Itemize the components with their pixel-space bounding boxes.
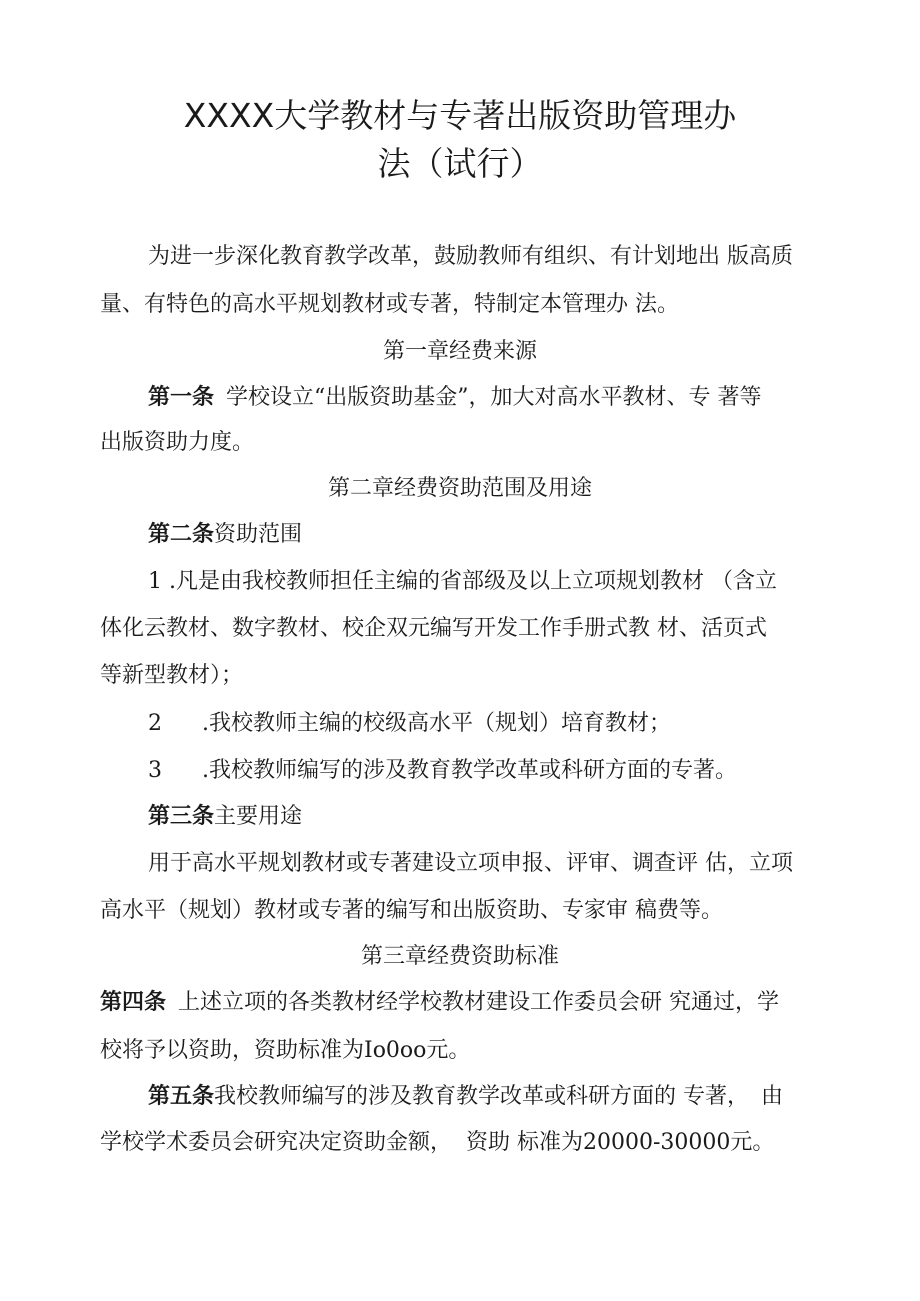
chapter-2-heading: 第二章经费资助范围及用途	[327, 476, 592, 501]
item-1-line-2: 体化云教材、数字教材、校企双元编写开发工作手册式教 材、活页式	[100, 616, 767, 641]
document-title-line-1: XXXX大学教材与专著出版资助管理办	[183, 96, 737, 135]
article-5-text: 我校教师编写的涉及教育教学改革或科研方面的 专著，	[214, 1084, 750, 1109]
article-4-label: 第四条	[100, 990, 167, 1015]
article-1-line-2: 出版资助力度。	[100, 430, 255, 455]
item-3	[148, 756, 737, 786]
article-1-text: 学校设立“出版资助基金”，加大对高水平教材、专 著等	[226, 385, 762, 410]
intro-line-1: 为进一步深化教育教学改革，鼓励教师有组织、有计划地出 版高质	[148, 244, 793, 269]
article-5-line-1	[148, 1082, 783, 1112]
article-5-line-2-text: 学校学术委员会研究决定资助金额，	[100, 1130, 453, 1155]
article-3-line-2: 高水平（规划）教材或专著的编写和出版资助、专家审 稿费等。	[100, 898, 723, 923]
chapter-3-heading: 第三章经费资助标准	[360, 944, 559, 969]
article-1-label: 第一条	[148, 385, 215, 410]
item-3-number: 3	[148, 758, 162, 783]
article-4-line-1	[100, 988, 779, 1018]
article-4-line-2: 校将予以资助，资助标准为Io0oo元。	[100, 1038, 471, 1063]
intro-line-2: 量、有特色的高水平规划教材或专著，特制定本管理办 法。	[100, 292, 679, 317]
article-3-title: 主要用途	[214, 804, 303, 829]
item-2	[148, 709, 671, 739]
article-1-line-1	[148, 383, 762, 413]
article-3-line-1: 用于高水平规划教材或专著建设立项申报、评审、调查评 估，立项	[148, 851, 793, 876]
article-2-title: 资助范围	[214, 522, 303, 547]
article-3-label: 第三条	[148, 804, 215, 829]
item-2-text: .我校教师主编的校级高水平（规划）培育教材；	[202, 711, 671, 736]
article-2-label: 第二条	[148, 522, 215, 547]
item-3-text: .我校教师编写的涉及教育教学改革或科研方面的专著。	[202, 758, 737, 783]
article-3-heading	[148, 802, 302, 832]
article-5-text-tail: 由	[761, 1084, 784, 1109]
article-5-line-2-tail: 资助 标准为20000-30000元。	[466, 1130, 775, 1155]
article-5-label: 第五条	[148, 1084, 215, 1109]
document-title-line-2: 法（试行）	[377, 144, 543, 183]
article-2-heading	[148, 520, 302, 550]
item-1-line-3: 等新型教材）；	[100, 663, 244, 688]
item-1-line-1: 1 .凡是由我校教师担任主编的省部级及以上立项规划教材 （含立	[148, 569, 777, 594]
chapter-1-heading: 第一章经费来源	[382, 339, 537, 364]
article-5-line-2	[100, 1128, 774, 1158]
article-4-text: 上述立项的各类教材经学校教材建设工作委员会研 究通过，学	[178, 990, 780, 1015]
item-2-number: 2	[148, 711, 162, 736]
